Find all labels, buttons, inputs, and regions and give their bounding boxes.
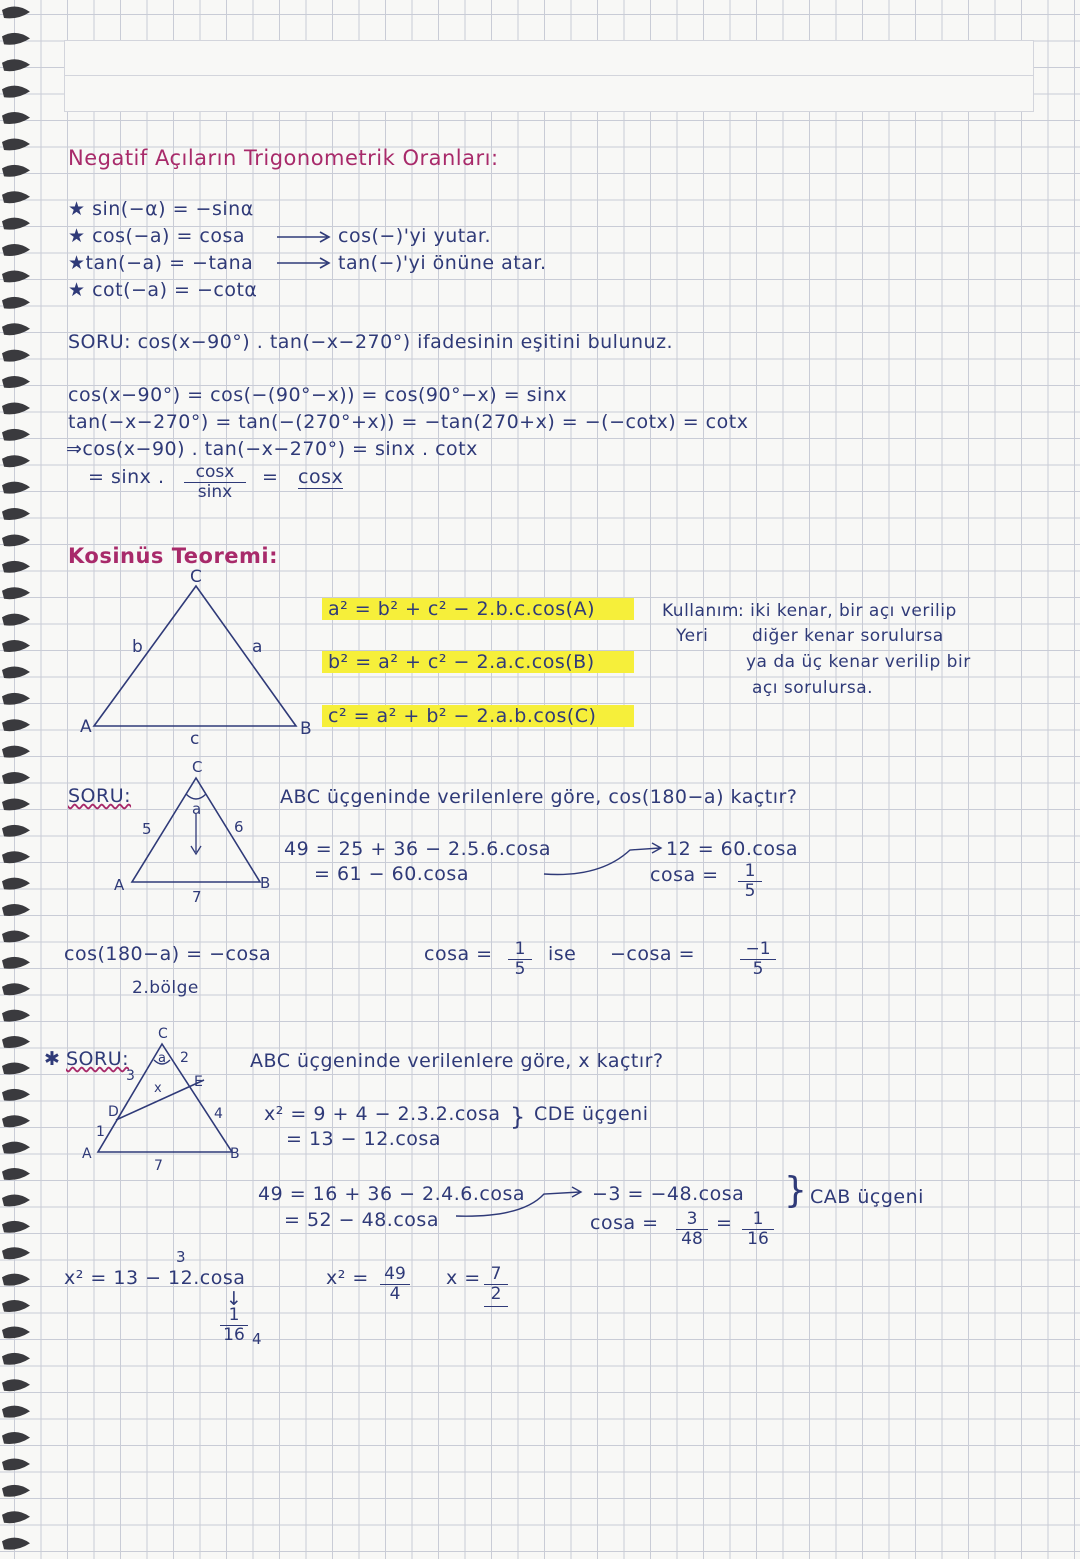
brace-icon-2: } [784,1170,808,1211]
spiral-ring [2,165,30,177]
rule-cos: ★ cos(−a) = cosa [68,225,246,247]
problem2-answer-fraction: $\frac{-1}{5}$ [740,940,776,979]
svg-text:E: E [194,1074,203,1090]
triangle-problem3-diagram [74,1022,264,1172]
problem3-question: ABC üçgeninde verilenlere göre, x kaçtır? [250,1050,664,1072]
spiral-ring [2,6,30,18]
spiral-ring [2,350,30,362]
problem2-step3: 12 = 60.cosa [666,838,799,860]
spiral-ring [2,878,30,890]
spiral-ring [2,983,30,995]
problem3-label: SORU: [66,1048,130,1070]
problem1-step3: ⇒cos(x−90) . tan(−x−270°) = sinx . cotx [66,438,478,460]
problem3-cde-step1: x² = 9 + 4 − 2.3.2.cosa [264,1103,501,1125]
spiral-ring [2,957,30,969]
spiral-ring [2,1511,30,1523]
problem3-sub-fraction: $\frac{1}{16}$ [220,1306,248,1345]
problem2-line2: cos(180−a) = −cosa [64,943,272,965]
problem2-cosa-fraction: $\frac{1}{5}$ [738,862,762,901]
tri1-vertex-c: C [190,567,202,587]
spiral-ring [2,218,30,230]
section-title-cosine-theorem: Kosinüs Teoremi: [68,544,279,568]
spiral-ring [2,1036,30,1048]
spiral-ring [2,561,30,573]
problem3-small-4: 4 [252,1330,263,1348]
problem3-cab-fraction1: $\frac{3}{48}$ [676,1210,708,1249]
problem3-cab-step1: 49 = 16 + 36 − 2.4.6.cosa [258,1183,526,1205]
formula-c-squared: c² = a² + b² − 2.a.b.cos(C) [322,705,634,727]
spiral-ring [2,112,30,124]
problem2-cosa-label: cosa = [650,864,719,886]
spiral-ring [2,640,30,652]
svg-text:x: x [154,1081,162,1096]
spiral-ring [2,1247,30,1259]
problem1-step2: tan(−x−270°) = tan(−(270°+x)) = −tan(270+x) = −(−cotx) = cotx [68,411,749,433]
arrow-icons [275,228,335,272]
problem3-equals: = [716,1212,733,1234]
problem1-frac-den: sinx [197,482,233,502]
spiral-binding [0,0,40,1559]
svg-text:7: 7 [192,888,202,906]
spiral-ring [2,1274,30,1286]
spiral-ring [2,59,30,71]
spiral-ring [2,772,30,784]
spiral-ring [2,719,30,731]
spiral-ring [2,138,30,150]
spiral-ring [2,191,30,203]
rule-cot: ★ cot(−a) = −cotα [68,279,258,301]
problem1-fraction [184,463,246,502]
note-cos-swallow: cos(−)'yi yutar. [338,225,491,247]
problem3-cab-cos: cosa = [590,1212,659,1234]
tri1-vertex-a: A [80,717,92,737]
problem3-final1: x² = 13 − 12.cosa [64,1267,246,1289]
svg-text:7: 7 [154,1158,163,1174]
svg-text:C: C [192,758,203,776]
star-icon: ✱ [44,1048,61,1070]
spiral-ring [2,1458,30,1470]
note-tan-front: tan(−)'yi önüne atar. [338,252,547,274]
spiral-ring [2,244,30,256]
formula-a-squared: a² = b² + c² − 2.b.c.cos(A) [322,598,634,620]
usage-label2: Yeri [676,626,709,646]
spiral-ring [2,666,30,678]
tri1-vertex-b: B [300,719,312,739]
problem1-answer: cosx [298,466,344,488]
spiral-ring [2,1115,30,1127]
problem3-cde-step2: = 13 − 12.cosa [286,1128,441,1150]
problem3-cab-fraction2: $\frac{1}{16}$ [742,1210,774,1249]
tri1-side-c: c [190,729,200,749]
problem3-small-3: 3 [176,1248,187,1266]
spiral-ring [2,1432,30,1444]
tri1-side-b: b [132,637,143,657]
svg-text:A: A [114,876,125,894]
spiral-ring [2,1485,30,1497]
spiral-ring [2,455,30,467]
problem2-then-text: cosa = [424,943,493,965]
spiral-ring [2,482,30,494]
spiral-ring [2,1353,30,1365]
spiral-ring [2,1010,30,1022]
problem2-ise: ise [548,943,577,965]
spiral-ring [2,746,30,758]
section-title-negative-angles: Negatif Açıların Trigonometrik Oranları: [68,146,499,170]
spiral-ring [2,33,30,45]
triangle-abc-diagram [76,568,316,748]
problem1-frac-num: cosx [184,463,246,483]
problem3-x-label: x = [446,1267,481,1289]
spiral-ring [2,1326,30,1338]
spiral-ring [2,1168,30,1180]
problem2-then-fraction: $\frac{1}{5}$ [508,940,532,979]
spiral-ring [2,270,30,282]
svg-text:3: 3 [126,1068,135,1084]
spiral-ring [2,1379,30,1391]
spiral-ring [2,534,30,546]
down-arrow-icon: ↓ [226,1288,243,1310]
spiral-ring [2,86,30,98]
spiral-ring [2,508,30,520]
problem3-cde-label: CDE üçgeni [534,1103,649,1125]
svg-text:D: D [108,1104,119,1120]
spiral-ring [2,1062,30,1074]
problem3-x2-fraction: $\frac{49}{4}$ [380,1265,410,1304]
svg-text:2: 2 [180,1050,189,1066]
spiral-ring [2,376,30,388]
spiral-ring [2,402,30,414]
rule-tan: ★tan(−a) = −tana [68,252,254,274]
problem2-step2: = 61 − 60.cosa [314,863,469,885]
spiral-ring [2,1142,30,1154]
header-box [64,40,1034,112]
problem3-cab-step2: = 52 − 48.cosa [284,1209,439,1231]
usage-label: Kullanım [662,601,739,621]
spiral-ring [2,1089,30,1101]
problem1-equals: = [262,466,279,488]
problem1-step4: = sinx . [88,466,165,488]
usage-line4: açı sorulursa. [752,678,874,698]
spiral-ring [2,429,30,441]
usage-line2: diğer kenar sorulursa [752,626,944,646]
svg-text:B: B [230,1146,240,1162]
problem3-x2-label: x² = [326,1267,369,1289]
svg-text:a: a [158,1051,166,1066]
formula-b-squared: b² = a² + c² − 2.a.c.cos(B) [322,651,634,673]
spiral-ring [2,587,30,599]
svg-text:C: C [158,1026,168,1042]
problem2-neg-cos: −cosa = [610,943,695,965]
problem2-label: SORU: [68,785,132,807]
spiral-ring [2,825,30,837]
spiral-ring [2,798,30,810]
problem3-x-fraction: $\frac{7}{2}$ [484,1265,508,1307]
svg-text:5: 5 [142,820,152,838]
svg-text:6: 6 [234,818,244,836]
problem2-region: 2.bölge [132,978,199,998]
spiral-ring [2,904,30,916]
svg-text:1: 1 [96,1124,105,1140]
problem3-cab-label: CAB üçgeni [810,1186,924,1208]
spiral-ring [2,930,30,942]
problem2-question: ABC üçgeninde verilenlere göre, cos(180−a) kaçtır? [280,786,798,808]
triangle-problem2-diagram [108,756,288,906]
problem1-step1: cos(x−90°) = cos(−(90°−x)) = cos(90°−x) = sinx [68,384,568,406]
spiral-ring [2,693,30,705]
svg-text:a: a [192,800,202,818]
spiral-ring [2,1300,30,1312]
spiral-ring [2,851,30,863]
problem1-question: SORU: cos(x−90°) . tan(−x−270°) ifadesinin eşitini bulunuz. [68,331,674,353]
spiral-ring [2,297,30,309]
spiral-ring [2,1406,30,1418]
spiral-ring [2,323,30,335]
problem2-step1: 49 = 25 + 36 − 2.5.6.cosa [284,838,552,860]
usage-line1: : iki kenar, bir açı verilip [738,601,957,621]
problem3-cab-eq: −3 = −48.cosa [592,1183,745,1205]
tri1-side-a: a [252,637,263,657]
spiral-ring [2,1538,30,1550]
brace-icon: } [510,1103,526,1131]
spiral-ring [2,1194,30,1206]
usage-line3: ya da üç kenar verilip bir [746,652,971,672]
svg-text:4: 4 [214,1106,223,1122]
svg-text:B: B [260,874,271,892]
spiral-ring [2,1221,30,1233]
rule-sin: ★ sin(−α) = −sinα [68,198,254,220]
svg-text:A: A [82,1146,92,1162]
spiral-ring [2,614,30,626]
curved-arrow-icon-2 [452,1182,588,1222]
